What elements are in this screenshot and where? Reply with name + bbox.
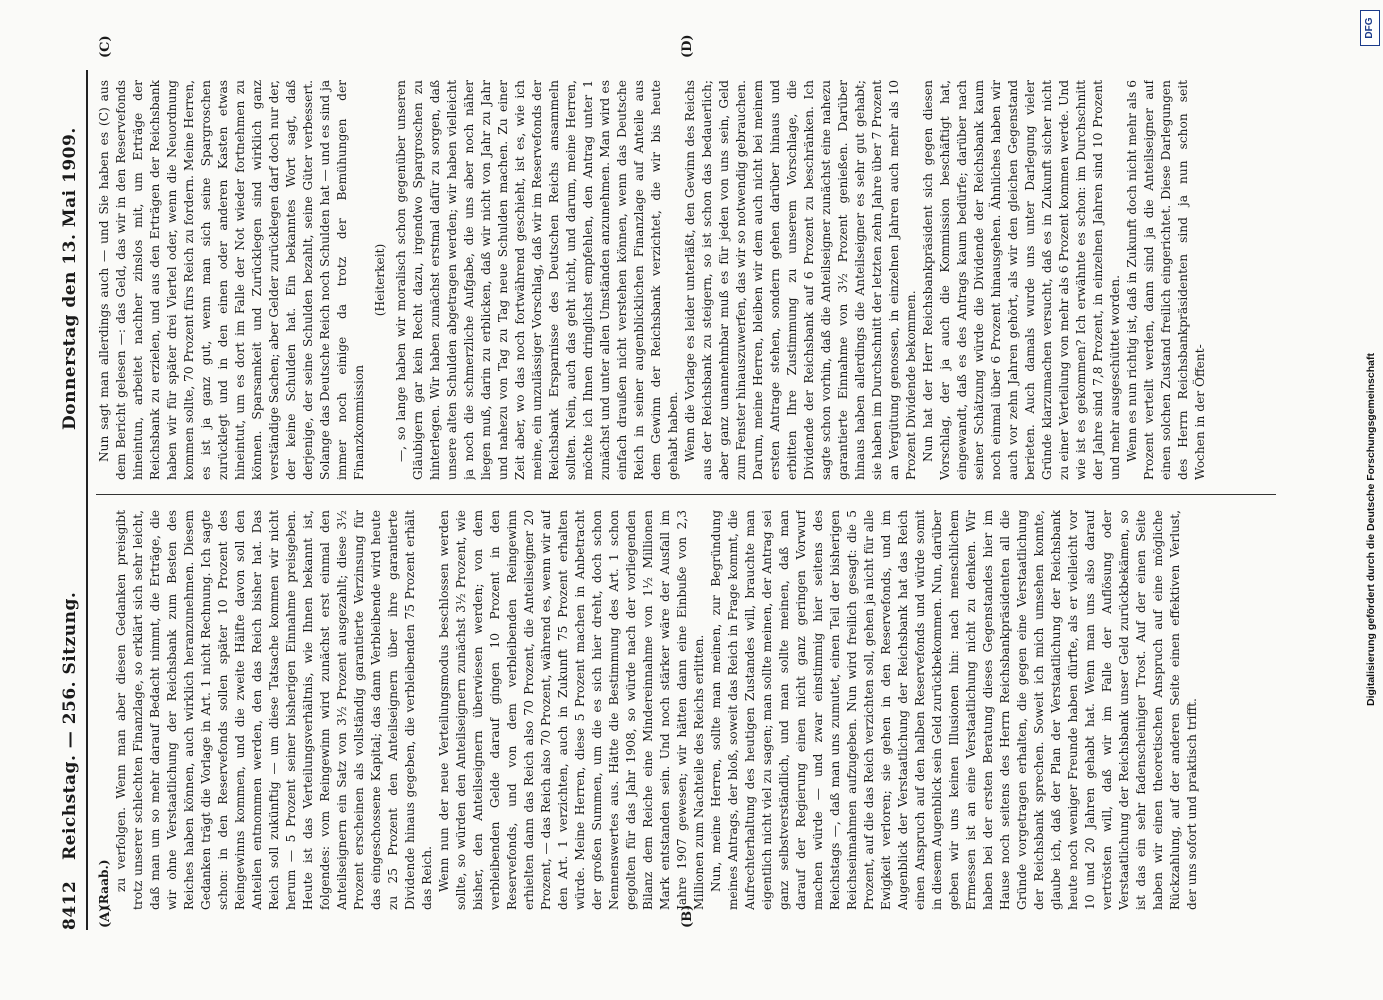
paragraph: Nun hat der Herr Reichsbankpräsident sich gegen diesen Vorschlag, der ja auch die Kommission beschäftigt hat, eingewandt, daß es des Antrags kaum bedürfe; darüber nach seiner Schätzung würde die Dividende der Reichsbank kaum noch einmal über 6 Prozent hinausgehen. Ähnliches haben wir auch vor zehn Jahren gehört, als wir den gleichen Gegenstand berieten. Auch damals wurde uns unter Darlegung vieler Gründe klarzumachen versucht, daß es in Zukunft sicher nicht zu einer Verteilung von mehr als 6 Prozent kommen werde. Und wie ist es gekommen? Ich erwähnte es schon: im Durchschnitt der Jahre sind 7,8 Prozent, in einzelnen Jahren sind 10 Prozent und mehr ausgeschüttet worden. bbox=[921, 80, 1122, 480]
page-number: 8412 bbox=[60, 880, 80, 930]
margin-marker-c: (C) bbox=[98, 35, 113, 58]
margin-marker-a: (A) bbox=[98, 905, 113, 928]
page-header bbox=[58, 70, 84, 930]
dfg-logo-text: DFG bbox=[1364, 17, 1375, 39]
credit-strip bbox=[1358, 6, 1382, 994]
interjection: (Heiterkeit) bbox=[373, 243, 387, 317]
margin-marker-b: (B) bbox=[680, 904, 695, 928]
header-rule bbox=[86, 70, 88, 930]
paragraph: —, so lange haben wir moralisch schon gegenüber unseren Gläubigern gar kein Recht dazu, irgendwo Spargroschen zu hinterlegen. Wir haben zunächst erstmal dafür zu sorgen, daß unsere alten Schulden abgetragen werden; wir haben vielleicht ja noch die schmerzliche Aufgabe, die uns aber noch näher liegen muß, darin zu erblicken, daß wir nicht von Jahr zu Jahr und nahezu von Tag zu Tag neue Schulden machen. Zu einer Zeit aber, wo das noch fortwährend geschieht, ist es, wie ich meine, ein unzulässiger Vorschlag, daß wir im Reservefonds der Reichsbank Ersparnisse des Deutschen Reichs ansammeln sollten. Nein, auch das geht nicht, und darum, meine Herren, möchte ich Ihnen dringlichst empfehlen, den Antrag unter 1 zunächst und unter allen Umständen anzunehmen. Man wird es einfach draußen nicht verstehen können, wenn das Deutsche Reich in seiner augenblicklichen Finanzlage auf Anteile aus dem Gewinn der Reichsbank verzichtet, die wir bis heute gehabt haben. bbox=[394, 80, 680, 480]
left-column bbox=[96, 510, 1276, 910]
paragraph: Wenn es nun richtig ist, daß in Zukunft doch nicht mehr als 6 Prozent verteilt werden, dann sind ja die Anteilseigner auf einen solchen Zustand freilich eingerichtet. Diese Darlegungen des Herrn Reichsbankpräsidenten sind ja nun schon seit Wochen in der Öffent- bbox=[1125, 80, 1207, 480]
paragraph: Nun, meine Herren, sollte man meinen, zur Begründung meines Antrags, der bloß, soweit das Reich in Frage kommt, die Aufrechterhaltung des heutigen Zustandes will, brauchte man eigentlich nicht viel zu sagen; man sollte meinen, der Antrag sei ganz selbstverständlich, und man sollte meinen, daß man darauf der Regierung einen nicht ganz geringen Vorwurf machen würde — und zwar einstimmig hier seitens des Reichstags —, daß man uns zumutet, einen Teil der bisherigen Reichseinnahmen aufzugeben. Nun wird freilich gesagt: die 5 Prozent, auf die das Reich verzichten soll, gehen ja nicht für alle Ewigkeit verloren; sie gehen in den Reservefonds, und im Augenblick der Verstaatlichung der Reichsbank hat das Reich einen Anspruch auf den halben Reservefonds und würde somit in diesem Augenblick sein Geld zurückbekommen. Nun, darüber geben wir uns keinen Illusionen hin: nach menschlichem Ermessen ist an eine Verstaatlichung nicht zu denken. Wir haben bei der ersten Beratung dieses Gegenstandes hier im Hause noch seitens des Herrn Reichsbankpräsidenten all die Gründe vorgetragen erhalten, die gegen eine Verstaatlichung der Reichsbank sprechen. Soweit ich mich umsehen konnte, glaube ich, daß der Plan der Verstaatlichung der Reichsbank heute noch weniger Freunde haben dürfte, als er vielleicht vor 10 und 20 Jahren gehabt hat. Wenn man uns also darauf vertrösten will, daß wir im Falle der Auflösung oder Verstaatlichung der Reichsbank unser Geld zurückbekämen, so ist das ein sehr fadenscheiniger Trost. Auf der einen Seite haben wir einen theoretischen Anspruch auf eine mögliche Rückzahlung, auf der anderen Seite einen effektiven Verlust, der uns sofort und praktisch trifft. bbox=[709, 510, 1199, 910]
column-divider bbox=[96, 494, 1276, 495]
paragraph: zu verfolgen. Wenn man aber diesen Gedanken preisgibt trotz unserer schlechten Finanzlage, so erklärt sich sehr leicht, daß man um so mehr darauf Bedacht nimmt, die Erträge, die wir ohne Verstaatlichung der Reichsbank zum Besten des Reiches haben können, auch wirklich heranzunehmen. Diesem Gedanken trägt die Vorlage in Art. 1 nicht Rechnung. Ich sagte schon: in den Reservefonds sollen später 10 Prozent des Reingewinns kommen, und die zweite Hälfte davon soll den Anteilen entnommen werden, den das Reich bisher hat. Das Reich soll zukünftig — um diese Tatsache kommen wir nicht herum — 5 Prozent seiner bisherigen Einnahme preisgeben. Heute ist das Verteilungsverhältnis, wie Ihnen bekannt ist, folgendes: vom Reingewinn wird zunächst erst einmal den Anteilseignern ein Satz von 3½ Prozent ausgezahlt; diese 3½ Prozent erscheinen als vollständig garantierte Verzinsung für das eingeschossene Kapital; das dann Verbleibende wird heute zu 25 Prozent den Anteilseignern über ihre garantierte Dividende hinaus gegeben, die verbleibenden 75 Prozent erhält das Reich. bbox=[114, 510, 434, 910]
dfg-logo bbox=[1360, 10, 1380, 46]
funding-credit: Digitalisierung gefördert durch die Deutsche Forschungsgemeinschaft bbox=[1365, 353, 1377, 706]
session-date: Donnerstag den 13. Mai 1909. bbox=[60, 127, 80, 430]
paragraph: Nun sagt man allerdings auch — und Sie haben es (C) aus dem Bericht gelesen —: das Geld, das wir in den Reservefonds hineintun, arbeitet nachher zinslos mit, um Erträge der Reichsbank zu erzielen, und aus den Erträgen der Reichsbank haben wir für später drei Viertel oder, wenn die Neuordnung kommen sollte, 70 Prozent fürs Reich zu fordern. Meine Herren, es ist ja ganz gut, wenn man sich seine Spargroschen zurücklegt und in den einen oder anderen Kasten etwas hineintut, um es dort im Falle der Not wieder fortnehmen zu können. Sparsamkeit und Zurücklegen sind wirklich ganz verständige Sachen; aber Gelder zurücklegen darf doch nur der, der keine Schulden hat. Ein bekanntes Wort sagt, daß derjenige, der seine Schulden bezahlt, seine Güter verbessert. Solange das Deutsche Reich noch Schulden hat — und es sind ja immer noch einige da trotz der Bemühungen der Finanzkommission bbox=[97, 80, 366, 480]
paragraph: Wenn nun der neue Verteilungsmodus beschlossen werden sollte, so würden den Anteilseignern zunächst 3½ Prozent, wie bisher, den Anteilseignern überwiesen werden; von dem verbleibenden Gelde darauf gingen 10 Prozent in den Reservefonds, und von dem verbleibenden Reingewinn erhielten dann das Reich also 70 Prozent, die Anteilseigner 20 Prozent, — das Reich also 70 Prozent, während es, wenn wir auf den Art. 1 verzichten, auch in Zukunft 75 Prozent erhalten würde. Meine Herren, diese 5 Prozent machen in Anbetracht der großen Summen, um die es sich hier dreht, doch schon Nennenswertes aus. Hätte die Bestimmung des Art. 1 schon gegolten für das Jahr 1908, so würde nach der vorliegenden Bilanz dem Reiche eine Mindereinnahme von 1½ Millionen Mark entstanden sein. Und noch stärker wäre der Ausfall im Jahre 1907 gewesen; wir hätten dann eine Einbuße von 2,3 Millionen zum Nachteile des Reichs erlitten. bbox=[437, 510, 706, 910]
right-column bbox=[96, 80, 1276, 480]
speaker-label: (Raab.) bbox=[97, 859, 111, 910]
paragraph: Wenn die Vorlage es leider unterläßt, den Gewinn des Reichs aus der Reichsbank zu steigern, so ist schon das bedauerlich; aber ganz unannehmbar muß es für jeden von uns sein, Geld zum Fenster hinauszuwerfen, das wir so notwendig gebrauchen. Darum, meine Herren, bleiben wir dem auch nicht bei meinem ersten Antrage stehen, sondern gehen darüber hinaus und erbitten Ihre Zustimmung zu unserem Vorschlage, die Dividende der Reichsbank auf 6 Prozent zu beschränken. Ich sagte schon vorhin, daß die Anteilseigner zunächst eine nahezu garantierte Einnahme von 3½ Prozent genießen. Darüber hinaus haben allerdings die Anteilseigner es sehr gut gehabt; sie haben im Durchschnitt der letzten zehn Jahre über 7 Prozent an Vergütung genossen, in einzelnen Jahren auch mehr als 10 Prozent Dividende bekommen. bbox=[683, 80, 918, 480]
margin-marker-d: (D) bbox=[680, 34, 695, 58]
session-title: Reichstag. — 256. Sitzung. bbox=[60, 591, 80, 860]
